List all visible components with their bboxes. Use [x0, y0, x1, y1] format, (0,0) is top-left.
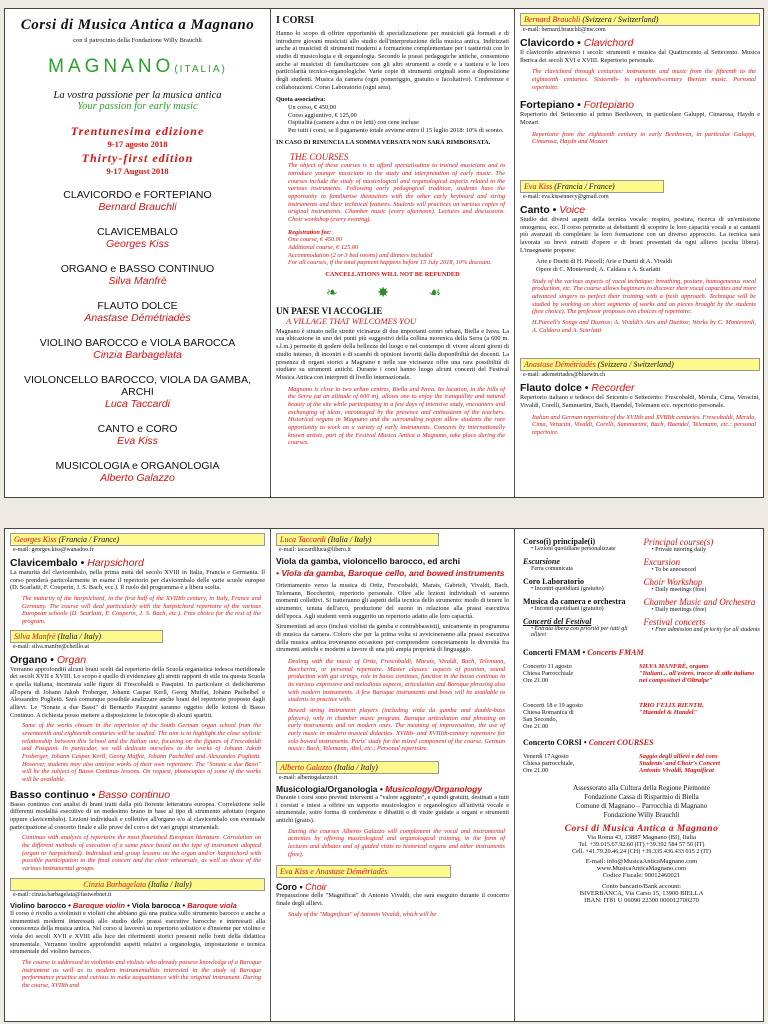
- village-title-en: A VILLAGE THAT WELCOMES YOU: [286, 315, 417, 326]
- musicology-text-it: Durante i corsi sono previsti interventi a "valore aggiunto", e quindi gratuiti, destinati a tutti i corsisti e intesi a offrire un supporto musicologico e organologico all'attività vocale e strumentale, sotto forma di conferenze e dibattiti o di visite guidate a organi e strumenti antichi (gratis).: [276, 794, 509, 825]
- teacher-header-eva-kiss: Eva Kiss (Francia / France): [520, 180, 664, 193]
- teacher-email: e-mail: albertogalazzo.it: [279, 775, 338, 782]
- course-teacher: Alberto Galazzo: [100, 472, 175, 484]
- recorder-text-en: Italian and German repertoire of the XVIIth and XVIIIth centuries. Frescobaldi, Merula, Cima, Veracini, Vivaldi, Corelli, Sammartini, Bach, Haendel, Telemann, etc.: personal repertoire.: [532, 413, 756, 437]
- clavichord-text-en: The clavichord through centuries: instruments and music from the fifteenth to the eighteenth centuries. Sixteenth- to eighteenth-century Iberian music. Personal repertoire.: [532, 68, 756, 91]
- program-row: Coro Laboratorio • Incontri quotidiani (gratuito) Choir Workshop • Daily meetings (free): [523, 577, 707, 593]
- phone: Tel. +39.015.67.92.60 (IT) +39.392 584 57 50 (IT): [578, 841, 705, 849]
- registration-line: Additional course, € 125.00: [288, 244, 359, 252]
- instrument-strings-title: Viola da gamba, violoncello barocco, ed archi: [276, 556, 461, 566]
- course-list: [10, 189, 265, 484]
- musicology-text-en: During the courses Alberto Galazzo will complement the vocal and instrumental activities by offering musicological and organological training, in the form of lectures and debates and of guided visits to historical organs and other instruments (free).: [288, 827, 505, 858]
- instrument-violin-viola: Violino barocco • Baroque violin • Viola barocca • Baroque viola: [10, 900, 237, 910]
- course-name: CLAVICEMBALO: [97, 226, 178, 238]
- village-text-en: Magnano is close to two urban centres, Biella and Ivrea. Its location, in the hills of the Serra (at an altitude of 600 m), allows one to enjoy the tranquillity and natural beauty of the site while participating in a few days of intensive study, encounters and exchanging of ideas, encouraged by the presence and enthusiasm of the teachers. Historical organs in Magnano and the surrounding region allow students the rare opportunity to work on a variety of early instruments. Concerts by internationally known artists, part of the Festival Musica Antica a Magnano, take place during the courses.: [288, 385, 505, 447]
- concert-entry: Concerti 18 e 19 agosto Chiesa Romanica di San Secondo, Ore 21.00 TRIO FELIX RIENTH, "Haendel & Handel": [523, 702, 704, 730]
- village-text-it: Magnano è situato nelle strette vicinanze di due importanti centri urbani, Biella e Ivrea. La sua ubicazione in uno dei punti più suggestivi della collina morenica della Serra (a 600 m. s.l.m.) permette di godere della bellezza del luogo e nel contempo di vivere alcuni giorni di studio intenso, di incontri e di scambi di opinioni favoriti dalla disponibilità dei docenti. La presenza di organi storici a Magnano e nelle sue vicinanze offre una rara possibilità di studiare su strumenti antichi. Durante i corsi hanno luogo alcuni concerti del Festival Musica Antica con interpreti di livello internazionale.: [276, 327, 509, 381]
- instrument-strings-en: • Viola da gamba, Baroque cello, and bowed instruments: [276, 568, 505, 578]
- course-name: FLAUTO DOLCE: [97, 300, 178, 312]
- teachers-column-middle: [271, 529, 514, 1021]
- teachers-column: [515, 9, 764, 497]
- courses-title-en: THE COURSES: [290, 152, 349, 163]
- teacher-email: e-mail: cinzia.barbagelata@fastwebnet.it: [13, 891, 112, 898]
- courses-intro: Hanno lo scopo di offrire opportunità di specializzazione per musicisti già formati e di introdurre giovani musicisti allo studio dell'interpretazione della musica antica. Indirizzati anche ai musicisti di strumenti moderni a formazione complementare per i tastieristi con lo studio di musicologia e di organologia. Secondo le prassi pedagogiche antiche, consentono anche ai musicisti di familiarizzare con gli altri strumenti a corde e a tastiera e le loro particolarità tecnico-organologiche. Varie copie di strumenti originali sono a disposizione degli studenti. Musica da camera (ogni pomeriggio, gratuito e facoltativo). Conferenze e collaborazioni. Corso Laboratorio (ogni sera).: [276, 30, 509, 91]
- choir-text-it: Preparazione delle "Magnificat" di Antonio Vivaldi, che sarà eseguito durante il concerto finale degli allievi.: [276, 892, 509, 908]
- course-name: MUSICOLOGIA e ORGANOLOGIA: [55, 460, 220, 472]
- instrument-clavichord: Clavicordo • Clavichord: [520, 37, 634, 49]
- fee-line: Corso aggiuntivo, € 125,00: [288, 111, 357, 119]
- bank-name: BIVERBANCA, Via Carso 15, 13900 BIELLA: [579, 890, 704, 898]
- contact-email[interactable]: E-mail: info@MusicaAnticaMagnano.com: [585, 858, 698, 866]
- courses-intro-en: The object of these courses is to afford specialisation to trained musicians and to introduce younger musicians to the study and interpretation of early music. The courses include the study of musicological and organological aspects related to the various instruments. Following early pedagogical tradition, students have the opportunity to familiarise themselves with the other early keyboard and string instruments and their technical features. Students will practices on various copies of original instruments. Chamber music (every afternoon). Lectures and discussions. Choir workshop (every evening).: [288, 162, 505, 224]
- fortepiano-text-it: Repertorio del Settecento al primo Beethoven, in particolare Galuppi, Cimarosa, Haydn e Mozart: [520, 111, 760, 127]
- instrument-choir: Coro • Choir: [276, 882, 327, 893]
- program-column: [515, 529, 764, 1021]
- clavichord-text-it: Il clavicordo attraverso i secoli: strumenti e musica dal Quattrocento al Settecento. Musica Iberica dei secoli XVI e XVIII. Repertorio personale.: [520, 49, 760, 64]
- course-entry: [10, 300, 265, 324]
- instrument-basso-continuo: Basso continuo • Basso continuo: [10, 788, 171, 801]
- program-row: Corso(i) principale(i) • Lezioni quotidiane personalizzate Principal course(s) • Private tutoring daily: [523, 537, 714, 553]
- course-concert-heading: Concerto CORSI • Concert COURSES: [523, 738, 654, 747]
- dates-english: 9-17 August 2018: [106, 166, 169, 176]
- bank-title: Conto bancario/Bank account:: [601, 883, 682, 891]
- harpsichord-text-it: La maturità del clavicembalo, nella prima metà del secolo XVIII in Italia, Francia e Germania. Il corso prenderà particolarmente in esame il repertorio per clavicembalo delle varie scuole europee (D. Scarlatti, F. Couperin, J. S. Bach, ecc.). Il ruolo del programma è a libera scelta.: [10, 569, 265, 592]
- slogan-english: Your passion for early music: [77, 101, 198, 112]
- brochure-page-1: [4, 8, 764, 498]
- teacher-email: e-mail: georges.kiss@wanadoo.fr: [13, 547, 94, 553]
- course-teacher: Silva Manfrè: [108, 275, 167, 287]
- bank-iban: IBAN: IT81 U 06090 22300 000012700270: [584, 897, 699, 905]
- teacher-header-demetriades: Anastase Démétriadès (Svizzera / Switzerland): [520, 358, 760, 371]
- teacher-header-barbagelata: Cinzia Barbagelata (Italia / Italy): [10, 878, 265, 891]
- registration-title: Registration fee:: [288, 228, 332, 236]
- voice-text-en: Study of the various aspects of vocal technique: breathing, posture, homogeneous vocal production, etc. The course allows beginners to discover their vocal capacities and more advanced singers to perfect their training with a fresh approach. Technique will be studied by working on short segments of works and on pieces brought by the students (free choice). The professor proposes two choices of repertoire:: [532, 277, 756, 316]
- registration-line: Accommodation (2 or 3 bed rooms) and dinners included: [288, 251, 433, 259]
- teacher-email: e-mail: bernard.brauchli@me.com: [523, 27, 606, 33]
- instrument-harpsichord: Clavicembalo • Harpsichord: [10, 557, 144, 569]
- choir-text-en: Study of the "Magnificat" of Antonio Vivaldi, which will be: [288, 910, 437, 918]
- teacher-header-manfre: Silva Manfrè (Italia / Italy): [10, 630, 163, 643]
- course-entry: [10, 189, 265, 213]
- concert-entry: Venerdì 17Agosto Chiesa parrocchiale, Ore 21.00 Saggio degli allievi e del coro Students' and Choir's Concert Antonio Vivaldi, Magnificat: [523, 753, 721, 774]
- organizer-name: Corsi di Musica Antica a Magnano: [564, 824, 719, 835]
- course-teacher: Anastase Démétriadès: [84, 312, 191, 324]
- concert-entry: Concerto 11 agosto Chiesa Parrocchiale Ore 21.00 SILVA MANFRÈ, organo "Italiani... all'estero, tracce di stile italiano nei compositori d'Oltralpe": [523, 663, 755, 684]
- edition-english: Thirty-first edition: [81, 151, 194, 165]
- course-entry: [10, 226, 265, 250]
- voice-repertoire-it: Arie e Duetti di H. Purcell; Arie e Duetti di A. Vivaldi Opere di C. Monteverdi, A. Caldara e A. Scarlatti: [536, 258, 673, 274]
- basso-continuo-text-en: Continuo with analysis of repertoire the most flourished European literature. Correlation on the different methods of execution of a same piece based on the type of instrument adopted (organ or harpsichord). Individual and group lessons on the organ and/or harpsichord with possible participation to the final concert and the choir rehearsals, as well as those of the various instrumental groups.: [22, 834, 261, 873]
- sponsors: Assessorato alla Cultura della Regione Piemonte Fondazione Cassa di Risparmio di Biella Comune di Magnano – Parrocchia di Magnano Fondazione Willy Brauchli: [573, 784, 710, 820]
- course-name: ORGANO e BASSO CONTINUO: [60, 263, 215, 275]
- violin-text-it: Il corso è rivolto a violinisti e violisti che abbiano già una pratica sullo strumento barocco e anche a strumentisti moderni interessati allo studio delle prassi esecutive barocche e interessati alla conoscenza della musica antica. Nel corso si lavorerà su repertorio solistico e d'insieme per violino e viola dei secoli XVII e XVIII alla luce dei riferimenti storici presenti nelle fonti della didattica strumentale. Verranno inoltre approfonditi aspetti relativi a organologia, impostazione e tecnica strumentale del violino barocco.: [10, 909, 265, 956]
- fee-line: Un corso, € 450,00: [288, 104, 337, 112]
- fee-title: Quota associativa:: [276, 96, 326, 104]
- refund-notice-en: CANCELLATIONS WILL NOT BE REFUNDED: [325, 271, 460, 279]
- program-row: Escursione Ferra comunicata Excursion • To be announced: [523, 557, 696, 573]
- patronage-line: con il patrocinio della Fondazione Willy Brauchli: [73, 37, 202, 44]
- course-teacher: Bernard Brauchli: [98, 201, 177, 213]
- teacher-header-taccardi: Luca Taccardi (Italia / Italy): [276, 533, 439, 546]
- course-entry: [10, 337, 265, 361]
- course-teacher: Luca Taccardi: [105, 398, 170, 410]
- basso-continuo-text-it: Basso continuo con analisi di brani tratti dalla più fiorente letteratura europea. Correlazione sulle differenti modalità esecutive di un medesimo brano in base al tipo di strumento adottato (organo oppure clavicembalo). Lezioni individuali e collettive all'organo e/o al clavicembalo con eventuale partecipazione al concerto finale e alle prove del coro e dei vari gruppi strumentali.: [10, 800, 265, 831]
- dates-italian: 9-17 agosto 2018: [107, 139, 168, 149]
- brochure-title: Corsi di Musica Antica a Magnano: [20, 17, 255, 33]
- strings-text-en-2: Bowed string instrument players (including viola da gamba and double-bass players), only in chamber music program. Baroque articulation and phrasing on early instruments and on modern ones. The meaning of improvisation, the use of early music in modern musical didactics. XVIIth- and XVIIIth-century repertoire for solo bowed instruments. Parts' study for the mixed component of the course. German music: Bach, Telemann, Abel, etc.; Personal repertoire.: [288, 707, 505, 753]
- cell: Cell. +41.79.20.46.24 (CH) +39.335.436.433 015 2 (IT): [572, 848, 711, 856]
- cover-column: [5, 9, 270, 497]
- course-teacher: Georges Kiss: [105, 238, 170, 250]
- course-name: VIOLONCELLO BAROCCO, VIOLA DA GAMBA, ARCHI: [24, 374, 251, 398]
- program-row: Concerti del Festival • Entrata libera con priorità per tutti gli allievi Festival concerts • Free admission and priority for all students: [523, 617, 760, 638]
- courses-info-column: [271, 9, 514, 497]
- course-name: VIOLINO BAROCCO e VIOLA BAROCCA: [39, 337, 236, 349]
- course-teacher: Eva Kiss: [117, 435, 158, 447]
- concerts-heading: Concerti FMAM • Concerts FMAM: [523, 648, 644, 657]
- teachers-column-left: [5, 529, 270, 1021]
- edition-italian: Trentunesima edizione: [70, 124, 205, 138]
- town-name: MAGNANO(ITALIA): [48, 56, 227, 77]
- violin-text-en: The course is addressed to violinists and violists who already possess knowledge of a Baroque instrument as well as to modern instrumentalists interested in the study of Baroque performance practice and curious to make acquaintance with the original instrument. During the course, XVIIth and: [22, 958, 261, 989]
- slogan-italian: La vostra passione per la musica antica: [53, 90, 222, 101]
- course-teacher: Cinzia Barbagelata: [93, 349, 182, 361]
- instrument-musicology: Musicologia/Organologia • Musicology/Organology: [276, 784, 483, 795]
- brochure-page-2: [4, 528, 764, 1022]
- instrument-organ: Organo • Organ: [10, 653, 87, 666]
- course-entry: [10, 263, 265, 287]
- teacher-header-georges-kiss: Georges Kiss (Francia / France): [10, 533, 265, 546]
- course-entry: [10, 460, 265, 484]
- fortepiano-text-en: Repertoire from the eighteenth century to early Beethoven, in particular Galuppi, Cimarosa, Haydn and Mozart: [532, 130, 756, 146]
- strings-text-en: Dealing with the music of Ortiz, Frescobaldi, Marais, Vivaldi, Bach, Telemann, Boccherini, or personal repertoire. Master classes: aspects of position, sound production with gut strings, role in basso continuo, function in the basso continuo in its various expressive and melodious aspects, articulation and Baroque phrasing also with modern instruments. A few Baroque instruments and bows will be available to students to practice with.: [288, 658, 505, 704]
- village-title-it: UN PAESE VI ACCOGLIE: [276, 305, 383, 316]
- program-row: Musica da camera e orchestra • Incontri quotidiani (gratuito) Chamber Music and Orchestra • Daily meetings (free): [523, 597, 756, 613]
- instrument-voice: Canto • Voice: [520, 204, 586, 217]
- recorder-text-it: Repertorio italiano e tedesco del Seicento e Settecento: Frescobaldi, Merula, Cima, Veracini, Vivaldi, Corelli, Sammartini, Bach, Haendel, Telemann ecc. repertorio personale.: [520, 394, 760, 410]
- website-link[interactable]: www.MusicaAnticaMagnano.com: [596, 865, 687, 873]
- teacher-header-galazzo: Alberto Galazzo (Italia / Italy): [276, 761, 439, 774]
- fee-line: Per tutti i corsi, se il pagamento totale avviene entro il 15 luglio 2018: 10% di sconto.: [288, 127, 504, 135]
- voice-repertoire-en: H.Purcell's Songs and Duettos; A. Vivaldi's Airs and Duettos; Works by C. Monteverdi, A. Caldara and A. Scarlatti: [532, 319, 756, 334]
- teacher-email: e-mail: silva.manfre@cheillo.at: [13, 643, 89, 650]
- teacher-header-choir: Eva Kiss e Anastase Démétriadès: [276, 865, 451, 878]
- course-entry: [10, 374, 265, 410]
- course-entry: [10, 423, 265, 447]
- teacher-email: e-mail: ademetriades@bluewin.ch: [523, 372, 606, 379]
- refund-notice-it: IN CASO DI RINUNCIA LA SOMMA VERSATA NON SARÀ RIMBORSATA.: [276, 138, 491, 146]
- ornament-divider: ❧ ✸ ☙: [325, 285, 459, 301]
- voice-text-it: Studio dei diversi aspetti della tecnica vocale: respiro, postura, ricerca di un'emissione omogenea, ecc. Il corso permette ai debuttanti di scoprire le loro capacità vocali e ai cantanti più avanzati di completare la loro formazione con un diverso approccio. La tecnica sarà lavorata su brevi estratti d'opere e di brani presentati da ogni allievo (scelta libera). L'insegnante propone:: [520, 216, 760, 254]
- fee-line: Ospitalità (camere a due o tre letti) con cene incluse: [288, 119, 419, 127]
- registration-line: For all courses, if the total payment happens before 15 July 2018, 10% discount.: [288, 259, 492, 267]
- strings-text-it: Orientamento verso la musica di Ortiz, Frescobaldi, Marais, Gabrieli, Vivaldi, Bach, Telemann, Boccherini, repertorio personale. Oltre alle lezioni individuali vi saranno momenti collettivi. Si tratteranno gli aspetti della tecnica dello strumento: modo di tenere lo strumento, tenuta dell'arco, produzione del suono in relazione alla prassi esecutiva dell'epoca. Agli studenti verrà suggerito un repertorio adatto alle loro capacità.: [276, 582, 509, 620]
- teacher-header-brauchli: Bernard Brauchli (Svizzera / Switzerland): [520, 13, 760, 26]
- organ-text-it: Verranno approfonditi alcuni brani scelti dal repertorio della Scuola organistica tedesca meridionale dei secoli XVII e XVIII. Lo scopo è quello di evidenziare gli stretti rapporti di stile tra questa Scuola e quella italiana, incentrata sulle figure di Frescobaldi e Pasquini. In particolare ci dedicheremo all'opera di Johann Jakob Froberger, Johann Caspar Kerll, Georg Muffat, Johann Pachelbel e Alessandro Poglietti. Sarà comunque possibile analizzare anche brani del repertorio proposto dagli allievi. Le "Sonate a due Bassi" di Bernardo Pasquini saranno oggetto delle lezioni di Basso Continuo. A richiesta posso mettere a disposizione le fotocopie di alcuni spartiti.: [10, 665, 265, 719]
- teacher-email: e-mail: taccardiluca@libero.it: [279, 547, 351, 553]
- teacher-email: e-mail: eva.kissennecy@gmail.com: [523, 194, 609, 201]
- tax-code: Codice Fiscale: 90012460021: [602, 872, 681, 880]
- strings-text-it-2: Strumentisti ad arco (inclusi violisti da gamba e contrabbassisti), unicamente in programma di musica da camera. Coloro che per la prima volta si avvicineranno alla prassi esecutiva della musica antica troveranno occasione per comprendere concretamente le diversità fra strumenti antichi e moderni a favore di una più ampia proprietà di linguaggio.: [276, 623, 509, 654]
- course-name: CLAVICORDO e FORTEPIANO: [63, 189, 212, 201]
- address: Via Roma 43, 13887 Magnano (BI), Italia: [586, 834, 696, 842]
- registration-line: One course, € 450.00: [288, 236, 343, 244]
- section-heading: I CORSI: [276, 15, 315, 26]
- instrument-fortepiano: Fortepiano • Fortepiano: [520, 99, 634, 112]
- harpsichord-text-en: The maturity of the harpsichord, in the first half of the XVIIIth century, in Italy, France and Germany. The course will deal particularly with the harpsichord repertoire of the various European schools (D. Scarlatti, F. Couperin, J. S. Bach, etc.). Free choice for the rest of the program.: [22, 595, 261, 626]
- organ-text-en: Some of the works chosen in the repertoire of the South German organ school from the seventeenth and eighteenth centuries will be studied. The aim is to highlight the close stylistic relationship between this School and the Italian one, focusing on the figures of Frescobaldi and Pasquini. In particular, we will dedicate ourselves to the works of Johann Jakob Froberger, Johann Caspar Kerll, Georg Muffat, Johann Pachelbel and Alessandro Poglietti. However, students may also analyse works of their own repertoire. The "Sonate a due Bassi" will be the subject of Basso Continuo lessons. On request, photocopies of some of the works will be available.: [22, 722, 261, 784]
- course-name: CANTO e CORO: [97, 423, 178, 435]
- instrument-recorder: Flauto dolce • Recorder: [520, 382, 635, 395]
